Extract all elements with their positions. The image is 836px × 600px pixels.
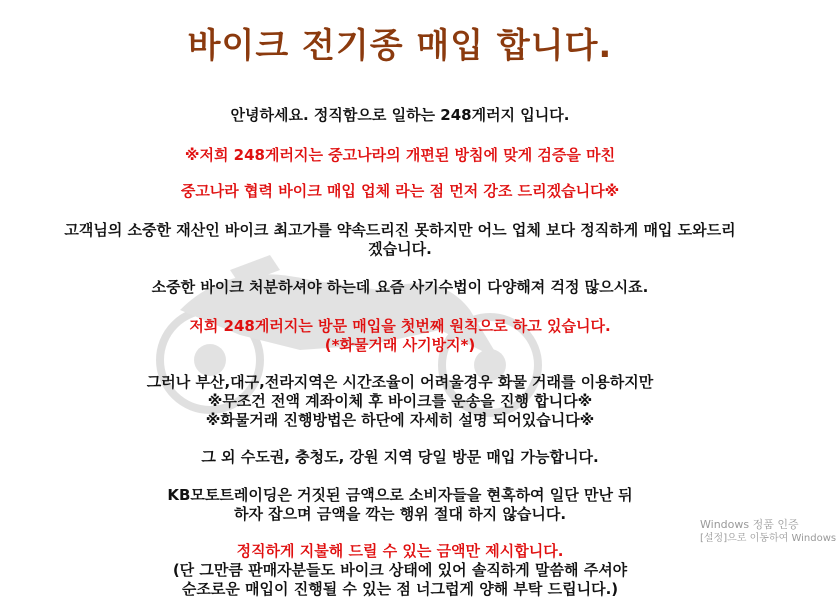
promise-line1: 고객님의 소중한 재산인 바이크 최고가를 약속드리진 못하지만 어느 업체 보다 정직하게 매입 도와드리 bbox=[64, 221, 736, 239]
notice-verified-line1: ※저희 248게러지는 중고나라의 개편된 방침에 맞게 검증을 마친 bbox=[184, 146, 616, 164]
fair-price-text: 정직하게 지불해 드릴 수 있는 금액만 제시합니다. bbox=[236, 542, 564, 560]
intro-greeting: 안녕하세요. 정직함으로 일하는 248게러지 입니다. bbox=[230, 106, 570, 124]
same-day-visit-text: 그 외 수도권, 충청도, 강원 지역 당일 방문 매입 가능합니다. bbox=[201, 448, 599, 466]
fraud-concern-text: 소중한 바이크 처분하셔야 하는데 요즘 사기수법이 다양해져 걱정 많으시죠. bbox=[151, 278, 649, 296]
honesty-statement-line2: 하자 잡으며 금액을 깍는 행위 절대 하지 않습니다. bbox=[233, 505, 567, 523]
seller-request-line2: 순조로운 매입이 진행될 수 있는 점 너그럽게 양해 부탁 드립니다.) bbox=[181, 580, 619, 598]
freight-method-note: ※화물거래 진행방법은 하단에 자세히 설명 되어있습니다※ bbox=[205, 411, 595, 429]
windows-activation-title: Windows 정품 인증 bbox=[700, 518, 799, 531]
freight-region-text: 그러나 부산,대구,전라지역은 시간조율이 어려울경우 화물 거래를 이용하지만 bbox=[146, 373, 654, 391]
promise-line2: 겠습니다. bbox=[368, 240, 432, 258]
freight-payment-rule: ※무조건 전액 계좌이체 후 바이크를 운송을 진행 합니다※ bbox=[207, 392, 593, 410]
fraud-prevention-note: (*화물거래 사기방지*) bbox=[324, 336, 476, 354]
visit-principle-text: 저희 248게러지는 방문 매입을 첫번째 원칙으로 하고 있습니다. bbox=[189, 317, 611, 335]
honesty-statement-line1: KB모토트레이딩은 거짓된 금액으로 소비자들을 현혹하여 일단 만난 뒤 bbox=[167, 486, 633, 504]
seller-request-line1: (단 그만큼 판매자분들도 바이크 상태에 있어 솔직하게 말씀해 주셔야 bbox=[172, 561, 628, 579]
page-title: 바이크 전기종 매입 합니다. bbox=[187, 26, 613, 66]
windows-activation-subtitle: [설정]으로 이동하여 Windows bbox=[700, 533, 836, 544]
windows-activation-notice bbox=[700, 518, 836, 546]
notice-verified-line2: 중고나라 협력 바이크 매입 업체 라는 점 먼저 강조 드리겠습니다※ bbox=[180, 182, 620, 200]
